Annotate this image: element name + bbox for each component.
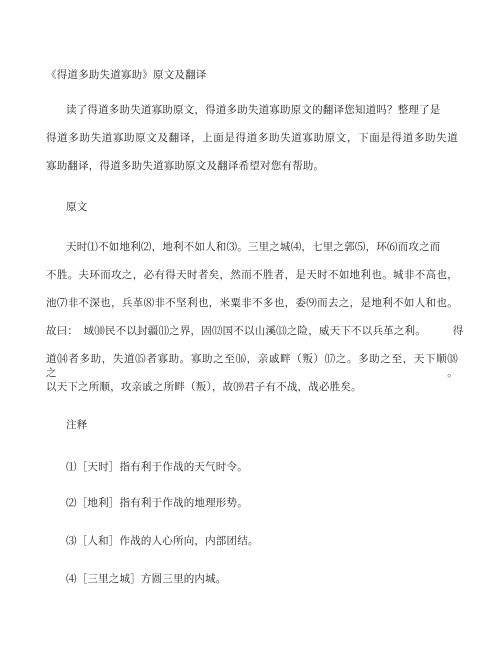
original-line-3: 池⑺非不深也，兵革⑻非不坚利也，米粟非不多也，委⑼而去之，是地利不如人和也。: [46, 297, 458, 309]
intro-line-3: 寡助翻译，得道多助失道寡助原文及翻译希望对您有帮助。: [46, 160, 325, 172]
note-3: ⑶［人和］作战的人心所向，内部团结。: [66, 535, 259, 547]
document-title: 《得道多助失道寡助》原文及翻译: [46, 69, 207, 81]
original-line-2: 不胜。夫环而攻之，必有得天时者矣，然而不胜者，是天时不如地利也。城非不高也，: [46, 269, 458, 281]
original-line-6: 以天下之所顺，攻亲戚之所畔（叛），故⒆君子有不战，战必胜矣。: [46, 381, 362, 393]
intro-line-1: 读了得道多助失道寡助原文，得道多助失道寡助原文的翻译您知道吗？整理了是: [66, 104, 441, 116]
note-2: ⑵［地利］指有利于作战的地理形势。: [66, 497, 248, 509]
original-line-1: 天时⑴不如地利⑵，地利不如人和⑶。三里之城⑷，七里之郭⑸，环⑹而攻之而: [66, 241, 441, 253]
original-line-5: 道⒁者多助，失道⒂者寡助。寡助之至⒃，亲戚畔（叛）⒄之。多助之至，天下顺⒅之。: [46, 353, 458, 379]
section-heading-original: 原文: [66, 201, 88, 213]
intro-line-2: 得道多助失道寡助原文及翻译，上面是得道多助失道寡助原文，下面是得道多助失道: [46, 132, 458, 144]
original-line-4: 故曰： 域⑽民不以封疆⑾之界，固⑿国不以山溪⒀之险，威天下不以兵革之利。 得: [46, 325, 464, 337]
note-1: ⑴［天时］指有利于作战的天气时令。: [66, 461, 248, 473]
section-heading-notes: 注释: [66, 419, 88, 431]
note-4: ⑷［三里之城］方圆三里的内城。: [66, 573, 227, 585]
